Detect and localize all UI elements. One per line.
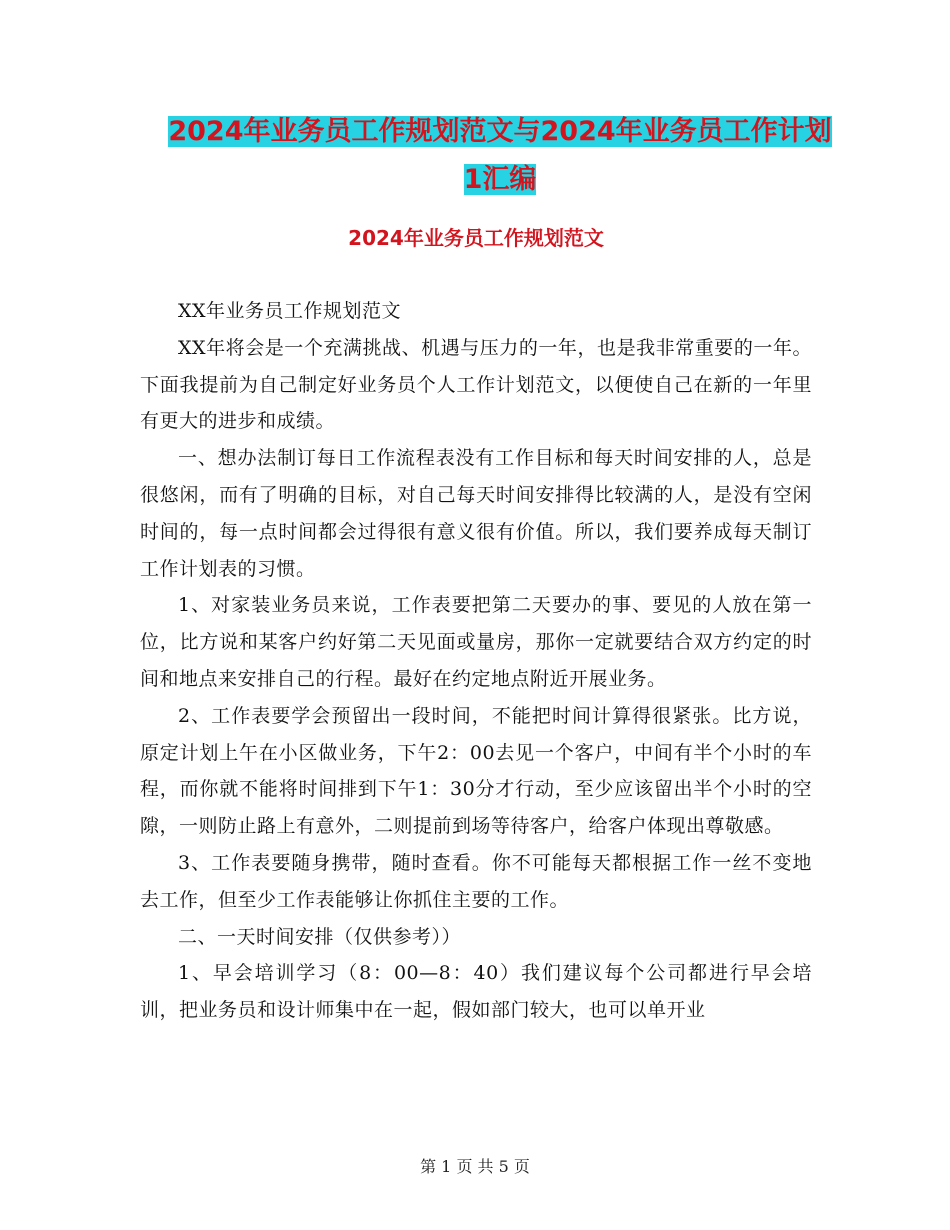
document-title-line-1: 2024年业务员工作规划范文与2024年业务员工作计划 [168,116,832,147]
paragraph-item-2: 2、工作表要学会预留出一段时间，不能把时间计算得很紧张。比方说，原定计划上午在小区做业务，下午2：00去见一个客户，中间有半个小时的车程，而你就不能将时间排到下午1：30分才行动，至少应该留出半个小时的空隙，一则防止路上有意外，二则提前到场等待客户，给客户体现出尊敬感。 [140,704,812,838]
document-body [140,293,812,1029]
paragraph-section-one: 一、想办法制订每日工作流程表没有工作目标和每天时间安排的人，总是很悠闲，而有了明确的目标，对自己每天时间安排得比较满的人，是没有空闲时间的，每一点时间都会过得很有意义很有价值。所以，我们要养成每天制订工作计划表的习惯。 [140,447,812,580]
paragraph-morning-meeting: 1、早会培训学习（8：00—8：40）我们建议每个公司都进行早会培训，把业务员和设计师集中在一起，假如部门较大，也可以单开业 [140,962,812,1022]
paragraph-intro: XX年将会是一个充满挑战、机遇与压力的一年，也是我非常重要的一年。下面我提前为自己制定好业务员个人工作计划范文，以便使自己在新的一年里有更大的进步和成绩。 [140,336,812,433]
document-title [140,108,860,204]
paragraph-item-3: 3、工作表要随身携带，随时查看。你不可能每天都根据工作一丝不变地去工作，但至少工作表能够让你抓住主要的工作。 [140,851,812,911]
page-footer: 第 1 页 共 5 页 [420,1157,530,1176]
document-title-line-2: 1汇编 [463,164,537,195]
paragraph-item-1: 1、对家装业务员来说，工作表要把第二天要办的事、要见的人放在第一位，比方说和某客户约好第二天见面或量房，那你一定就要结合双方约定的时间和地点来安排自己的行程。最好在约定地点附近开展业务。 [140,594,812,690]
section-title: 2024年业务员工作规划范文 [348,226,604,250]
paragraph-subtitle: XX年业务员工作规划范文 [178,300,402,322]
paragraph-section-two: 二、一天时间安排（仅供参考）） [178,925,462,948]
